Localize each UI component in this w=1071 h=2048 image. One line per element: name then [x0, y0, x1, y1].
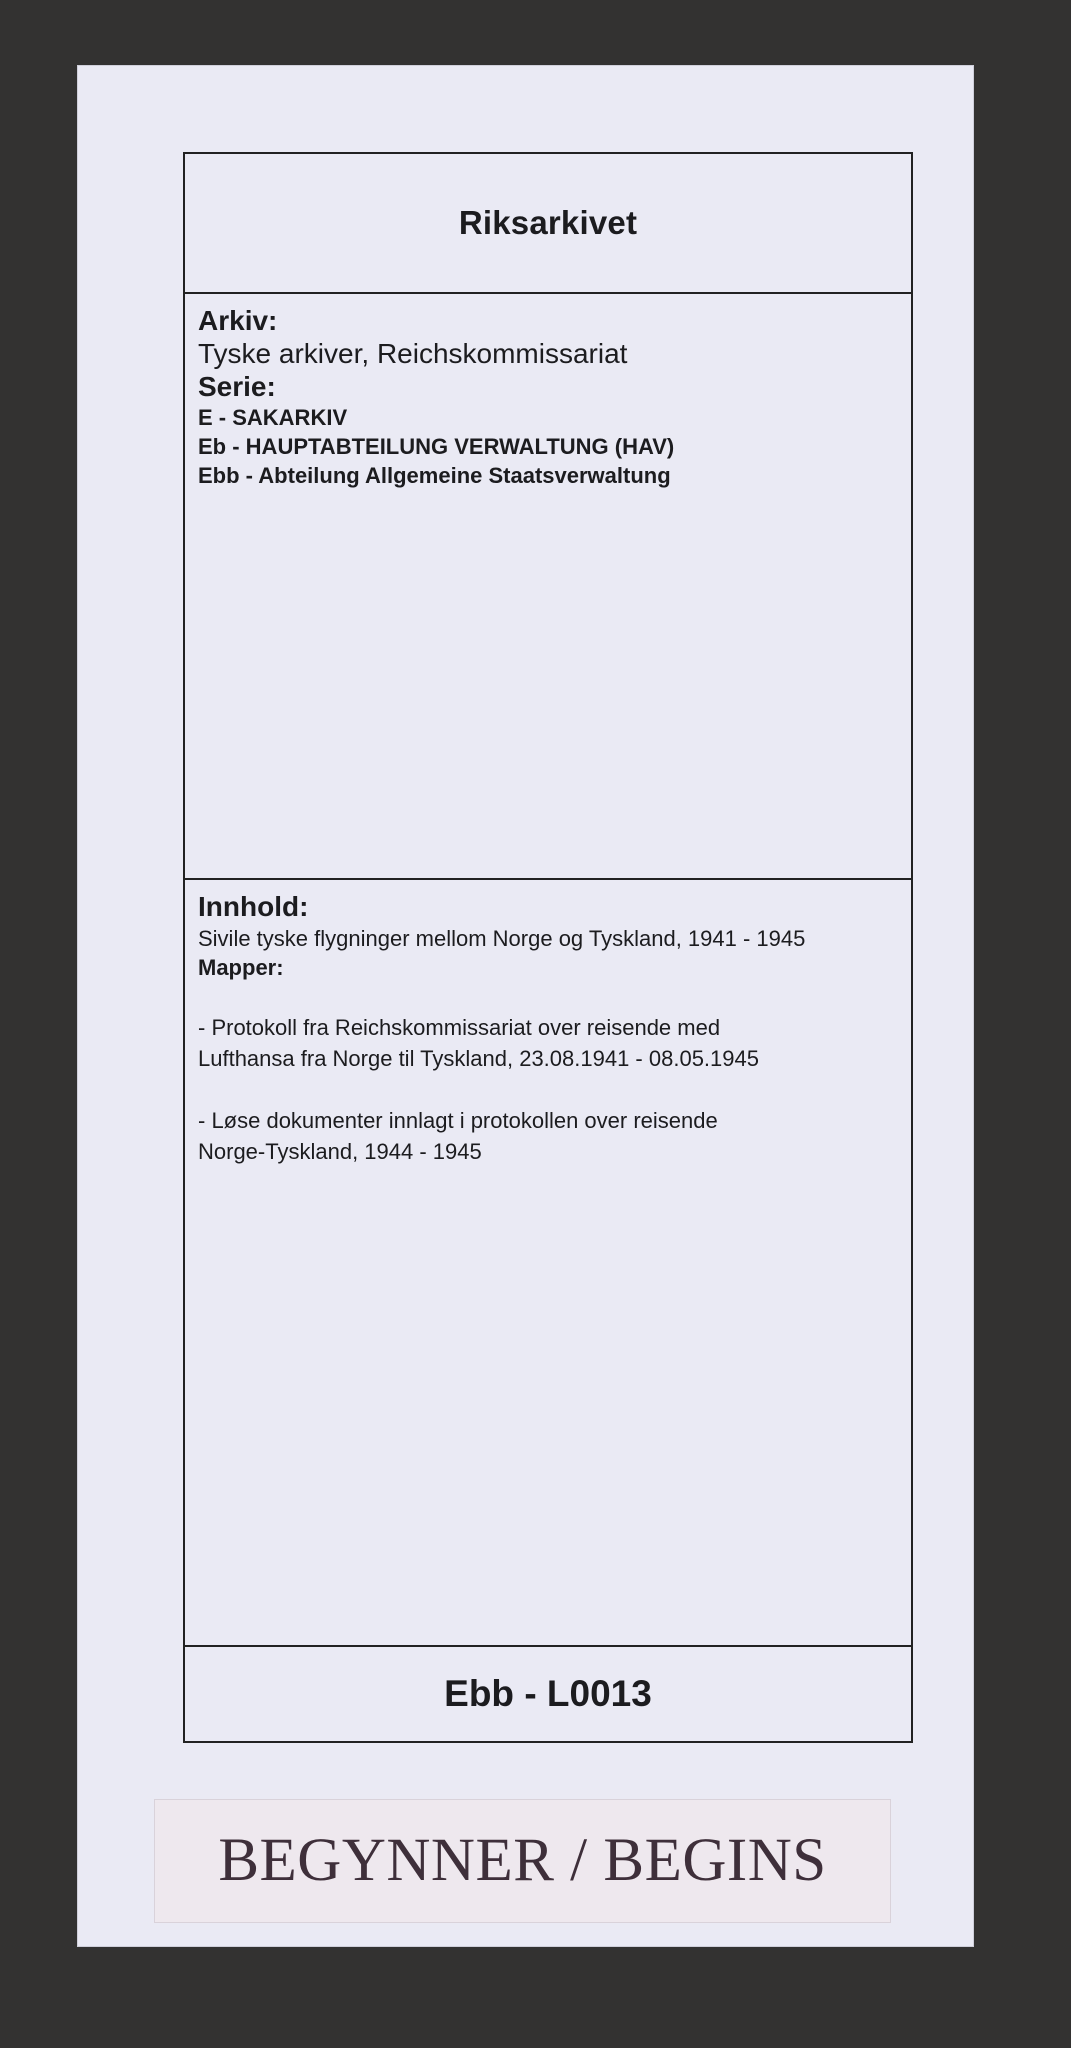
series-item: E - SAKARKIV: [198, 405, 348, 430]
folder-item: [198, 1012, 898, 1074]
archive-label: Arkiv:: [198, 305, 278, 336]
archive-title: Riksarkivet: [458, 204, 638, 241]
folder-item: [198, 1105, 898, 1167]
header-box: [183, 152, 913, 294]
folders-label: Mapper:: [198, 955, 284, 980]
folder-item-line: - Løse dokumenter innlagt i protokollen over reisende: [198, 1108, 718, 1133]
folder-item-line: Norge-Tyskland, 1944 - 1945: [198, 1139, 482, 1164]
begins-strip: [155, 1800, 890, 1922]
folder-item-line: - Protokoll fra Reichskommissariat over reisende med: [198, 1015, 721, 1040]
series-item: Ebb - Abteilung Allgemeine Staatsverwaltung: [198, 463, 671, 488]
contents-label: Innhold:: [198, 891, 309, 922]
contents-box: [183, 878, 913, 1647]
series-item: Eb - HAUPTABTEILUNG VERWALTUNG (HAV): [198, 434, 675, 459]
contents-description: Sivile tyske flygninger mellom Norge og Tyskland, 1941 - 1945: [198, 926, 806, 951]
archive-series-box: [183, 292, 913, 880]
series-label: Serie:: [198, 371, 276, 402]
reference-code: Ebb - L0013: [444, 1673, 652, 1714]
archive-value: Tyske arkiver, Reichskommissariat: [198, 338, 628, 369]
begins-label: BEGYNNER / BEGINS: [218, 1827, 827, 1894]
folder-item-line: Lufthansa fra Norge til Tyskland, 23.08.1941 - 08.05.1945: [198, 1046, 759, 1071]
reference-code-box: [183, 1645, 913, 1743]
